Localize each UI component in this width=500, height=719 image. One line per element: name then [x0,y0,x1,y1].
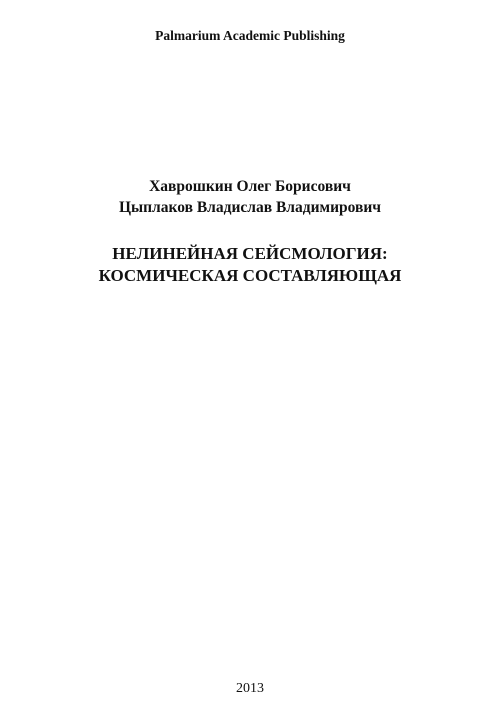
book-title-line-2: КОСМИЧЕСКАЯ СОСТАВЛЯЮЩАЯ [98,266,402,285]
publication-year: 2013 [236,681,264,696]
book-title-line-1: НЕЛИНЕЙНАЯ СЕЙСМОЛОГИЯ: [112,244,388,263]
author-1: Хаврошкин Олег Борисович [149,178,351,195]
publisher-name: Palmarium Academic Publishing [155,28,345,43]
author-2: Цыплаков Владислав Владимирович [118,199,382,216]
